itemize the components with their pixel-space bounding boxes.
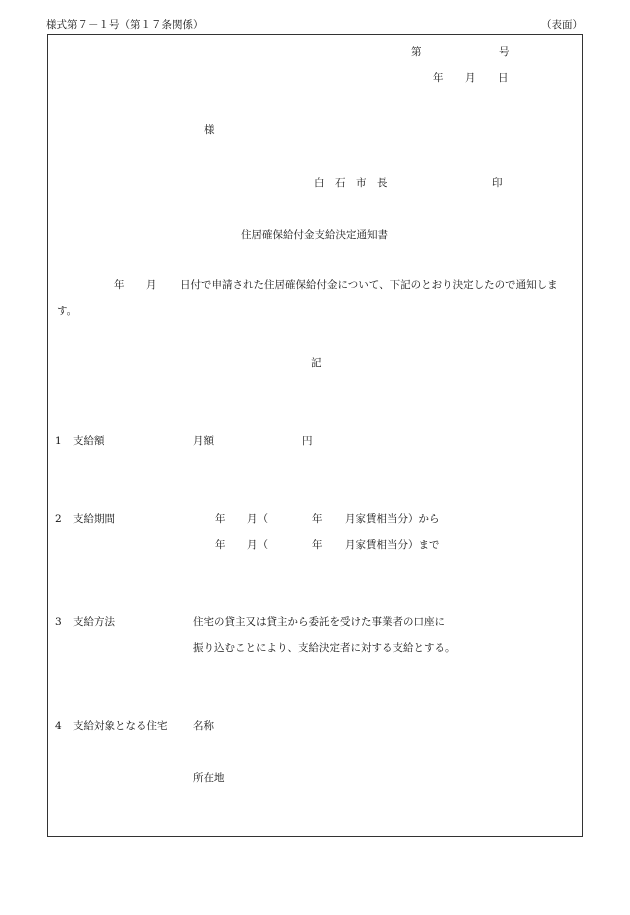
item2-from-month: 月（ xyxy=(247,513,268,525)
body-text-line2: す。 xyxy=(57,305,78,317)
addressee-suffix: 様 xyxy=(204,124,215,136)
item3-label: 支給方法 xyxy=(73,616,115,628)
item1-monthly-label: 月額 xyxy=(193,435,214,447)
date-year: 年 xyxy=(433,72,444,84)
item3-line2: 振り込むことにより、支給決定者に対する支給とする。 xyxy=(193,642,456,654)
item3-line1: 住宅の貸主又は貸主から委託を受けた事業者の口座に xyxy=(193,616,445,628)
document-title: 住居確保給付金支給決定通知書 xyxy=(241,229,388,241)
doc-number-prefix: 第 xyxy=(411,46,422,58)
item2-to-month: 月（ xyxy=(247,539,268,551)
item2-to-year2: 年 xyxy=(312,539,323,551)
item1-number: 1 xyxy=(55,435,62,447)
item2-label: 支給期間 xyxy=(73,513,115,525)
item2-to-year: 年 xyxy=(215,539,226,551)
body-year: 年 xyxy=(114,279,125,291)
item4-address-label: 所在地 xyxy=(193,772,225,784)
date-day: 日 xyxy=(498,72,509,84)
item4-number: 4 xyxy=(55,720,62,732)
form-number: 様式第７－１号（第１７条関係） xyxy=(46,19,204,31)
seal-mark: 印 xyxy=(492,177,503,189)
item2-from-suffix: 月家賃相当分）から xyxy=(345,513,440,525)
item4-label: 支給対象となる住宅 xyxy=(73,720,168,732)
document-frame xyxy=(47,34,583,837)
side-label: （表面） xyxy=(541,19,583,31)
item2-from-year2: 年 xyxy=(312,513,323,525)
ki-heading: 記 xyxy=(311,357,322,369)
item2-to-suffix: 月家賃相当分）まで xyxy=(345,539,440,551)
item2-from-year: 年 xyxy=(215,513,226,525)
item3-number: 3 xyxy=(55,616,62,628)
date-month: 月 xyxy=(465,72,476,84)
item4-name-label: 名称 xyxy=(193,720,214,732)
body-text-line1: 日付で申請された住居確保給付金について、下記のとおり決定したので通知しま xyxy=(180,279,558,291)
issuer: 白 石 市 長 xyxy=(314,177,388,189)
item1-label: 支給額 xyxy=(73,435,105,447)
item2-number: 2 xyxy=(55,513,62,525)
item1-yen: 円 xyxy=(302,435,313,447)
doc-number-suffix: 号 xyxy=(499,46,510,58)
body-month: 月 xyxy=(146,279,157,291)
